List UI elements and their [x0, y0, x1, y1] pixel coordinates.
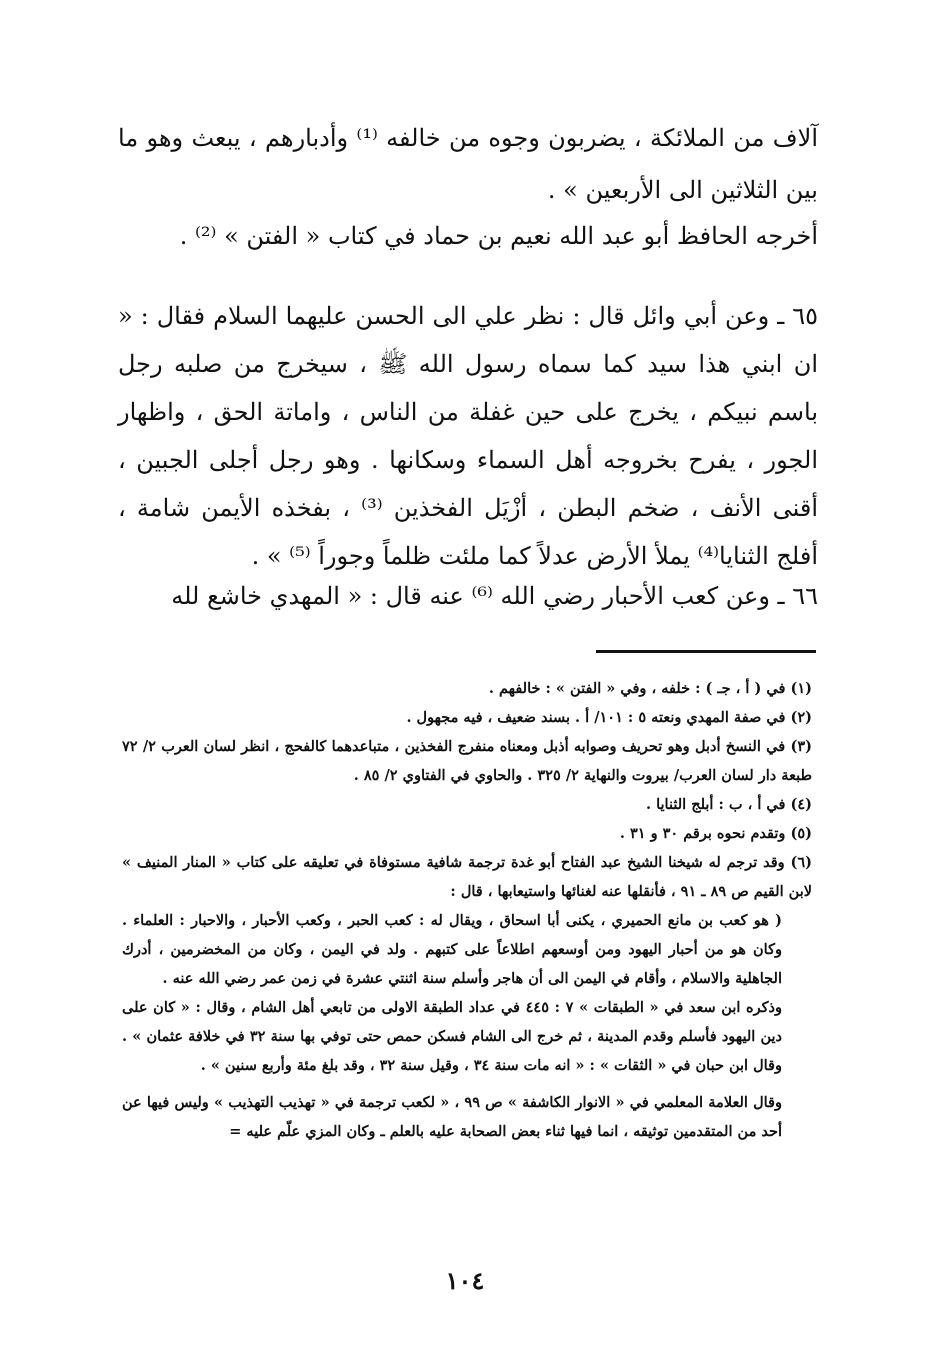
text-block-source: [118, 210, 818, 262]
footnote-4: (٤) في أ ، ب : أبلج الثنايا .: [646, 796, 812, 813]
footnote-5: (٥) وتقدم نحوه برقم ٣٠ و ٣١ .: [619, 825, 812, 842]
text-block-hadith-66: [118, 572, 818, 620]
paragraph: ٦٦ ـ وعن كعب الأحبار رضي الله ⁽⁶⁾ عنه قال : « المهدي خاشع لله: [171, 582, 818, 610]
footnote-6-quote: ( هو كعب بن مانع الحميري ، يكنى أبا اسحاق ، ويقال له : كعب الحبر ، وكعب الأحبار ، والاحبار : العلماء . وكان هو من أحبار اليهود ومن أوسعهم اطلاعاً على كتبهم . ولد في اليمن ، وكان من المخضرمين ، أدرك الجاهلية والاسلام ، وأقام في اليمن الى أن هاجر وأسلم سنة اثنتي عشرة في زمن عمر رضي الله عنه .: [122, 912, 782, 987]
paragraph: ٦٥ ـ وعن أبي وائل قال : نظر علي الى الحسن عليهما السلام فقال : « ان ابني هذا سيد كما سماه رسول الله ﷺ ، سيخرج من صلبه رجل باسم نبيكم ، يخرج على حين غفلة من الناس ، واماتة الحق ، واظهار الجور ، يفرح بخروجه أهل السماء وسكانها . وهو رجل أجلى الجبين ، أقنى الأنف ، ضخم البطن ، أزْيَل الفخذين ⁽³⁾ ، بفخذه الأيمن شامة ، أفلج الثنايا⁽⁴⁾ يملأ الأرض عدلاً كما ملئت ظلماً وجوراً ⁽⁵⁾ » .: [118, 302, 819, 570]
footnote-6-ibn-saad: وذكره ابن سعد في « الطبقات » ٧ : ٤٤٥ في عداد الطبقة الاولى من تابعي أهل الشام ، وقال : « كان على دين اليهود فأسلم وقدم المدينة ، ثم خرج الى الشام فسكن حمص حتى توفي بها سنة ٣٢ في خلافة عثمان » . وقال ابن حبان في « الثقات » : « انه مات سنة ٣٤ ، وقيل سنة ٣٢ ، وقد بلغ مئة وأربع سنين » .: [122, 999, 783, 1074]
footnote-divider: [596, 650, 816, 653]
footnote-6-muallimi: وقال العلامة المعلمي في « الانوار الكاشفة » ص ٩٩ ، « لكعب ترجمة في « تهذيب التهذيب » وليس فيها عن أحد من المتقدمين توثيقه ، انما فيها ثناء بعض الصحابة عليه بالعلم ـ وكان المزي علّم عليه =: [122, 1094, 782, 1140]
page-number: ١٠٤: [445, 1266, 485, 1295]
footnote-3: (٣) في النسخ أدبل وهو تحريف وصوابه أذبل ومعناه منفرج الفخذين ، متباعدهما كالفحج ، انظر لسان العرب ٢/ ٧٢ طبعة دار لسان العرب/ بيروت والنهاية ٢/ ٣٢٥ . والحاوي في الفتاوي ٢/ ٨٥ .: [122, 738, 812, 784]
paragraph: أخرجه الحافظ أبو عبد الله نعيم بن حماد في كتاب « الفتن » ⁽²⁾ .: [179, 222, 818, 250]
footnote-6: (٦) وقد ترجم له شيخنا الشيخ عبد الفتاح أبو غدة ترجمة شافية مستوفاة في تعليقه على كتاب « المنار المنيف » لابن القيم ص ٨٩ ـ ٩١ ، فأنقلها عنه لغنائها واستيعابها ، قال :: [122, 854, 812, 900]
footnote-1: (١) في ( أ ، جـ ) : خلفه ، وفي « الفتن » : خالفهم .: [488, 680, 812, 697]
text-block-continuation: [118, 112, 818, 216]
text-block-hadith-65: [118, 292, 818, 580]
footnote-2: (٢) في صفة المهدي ونعته ٥ : ١٠١/ أ . بسند ضعيف ، فيه مجهول .: [406, 709, 812, 726]
paragraph: آلاف من الملائكة ، يضربون وجوه من خالفه ⁽¹⁾ وأدبارهم ، يبعث وهو ما بين الثلاثين الى الأربعين » .: [118, 124, 818, 204]
footnotes: [122, 674, 812, 1146]
